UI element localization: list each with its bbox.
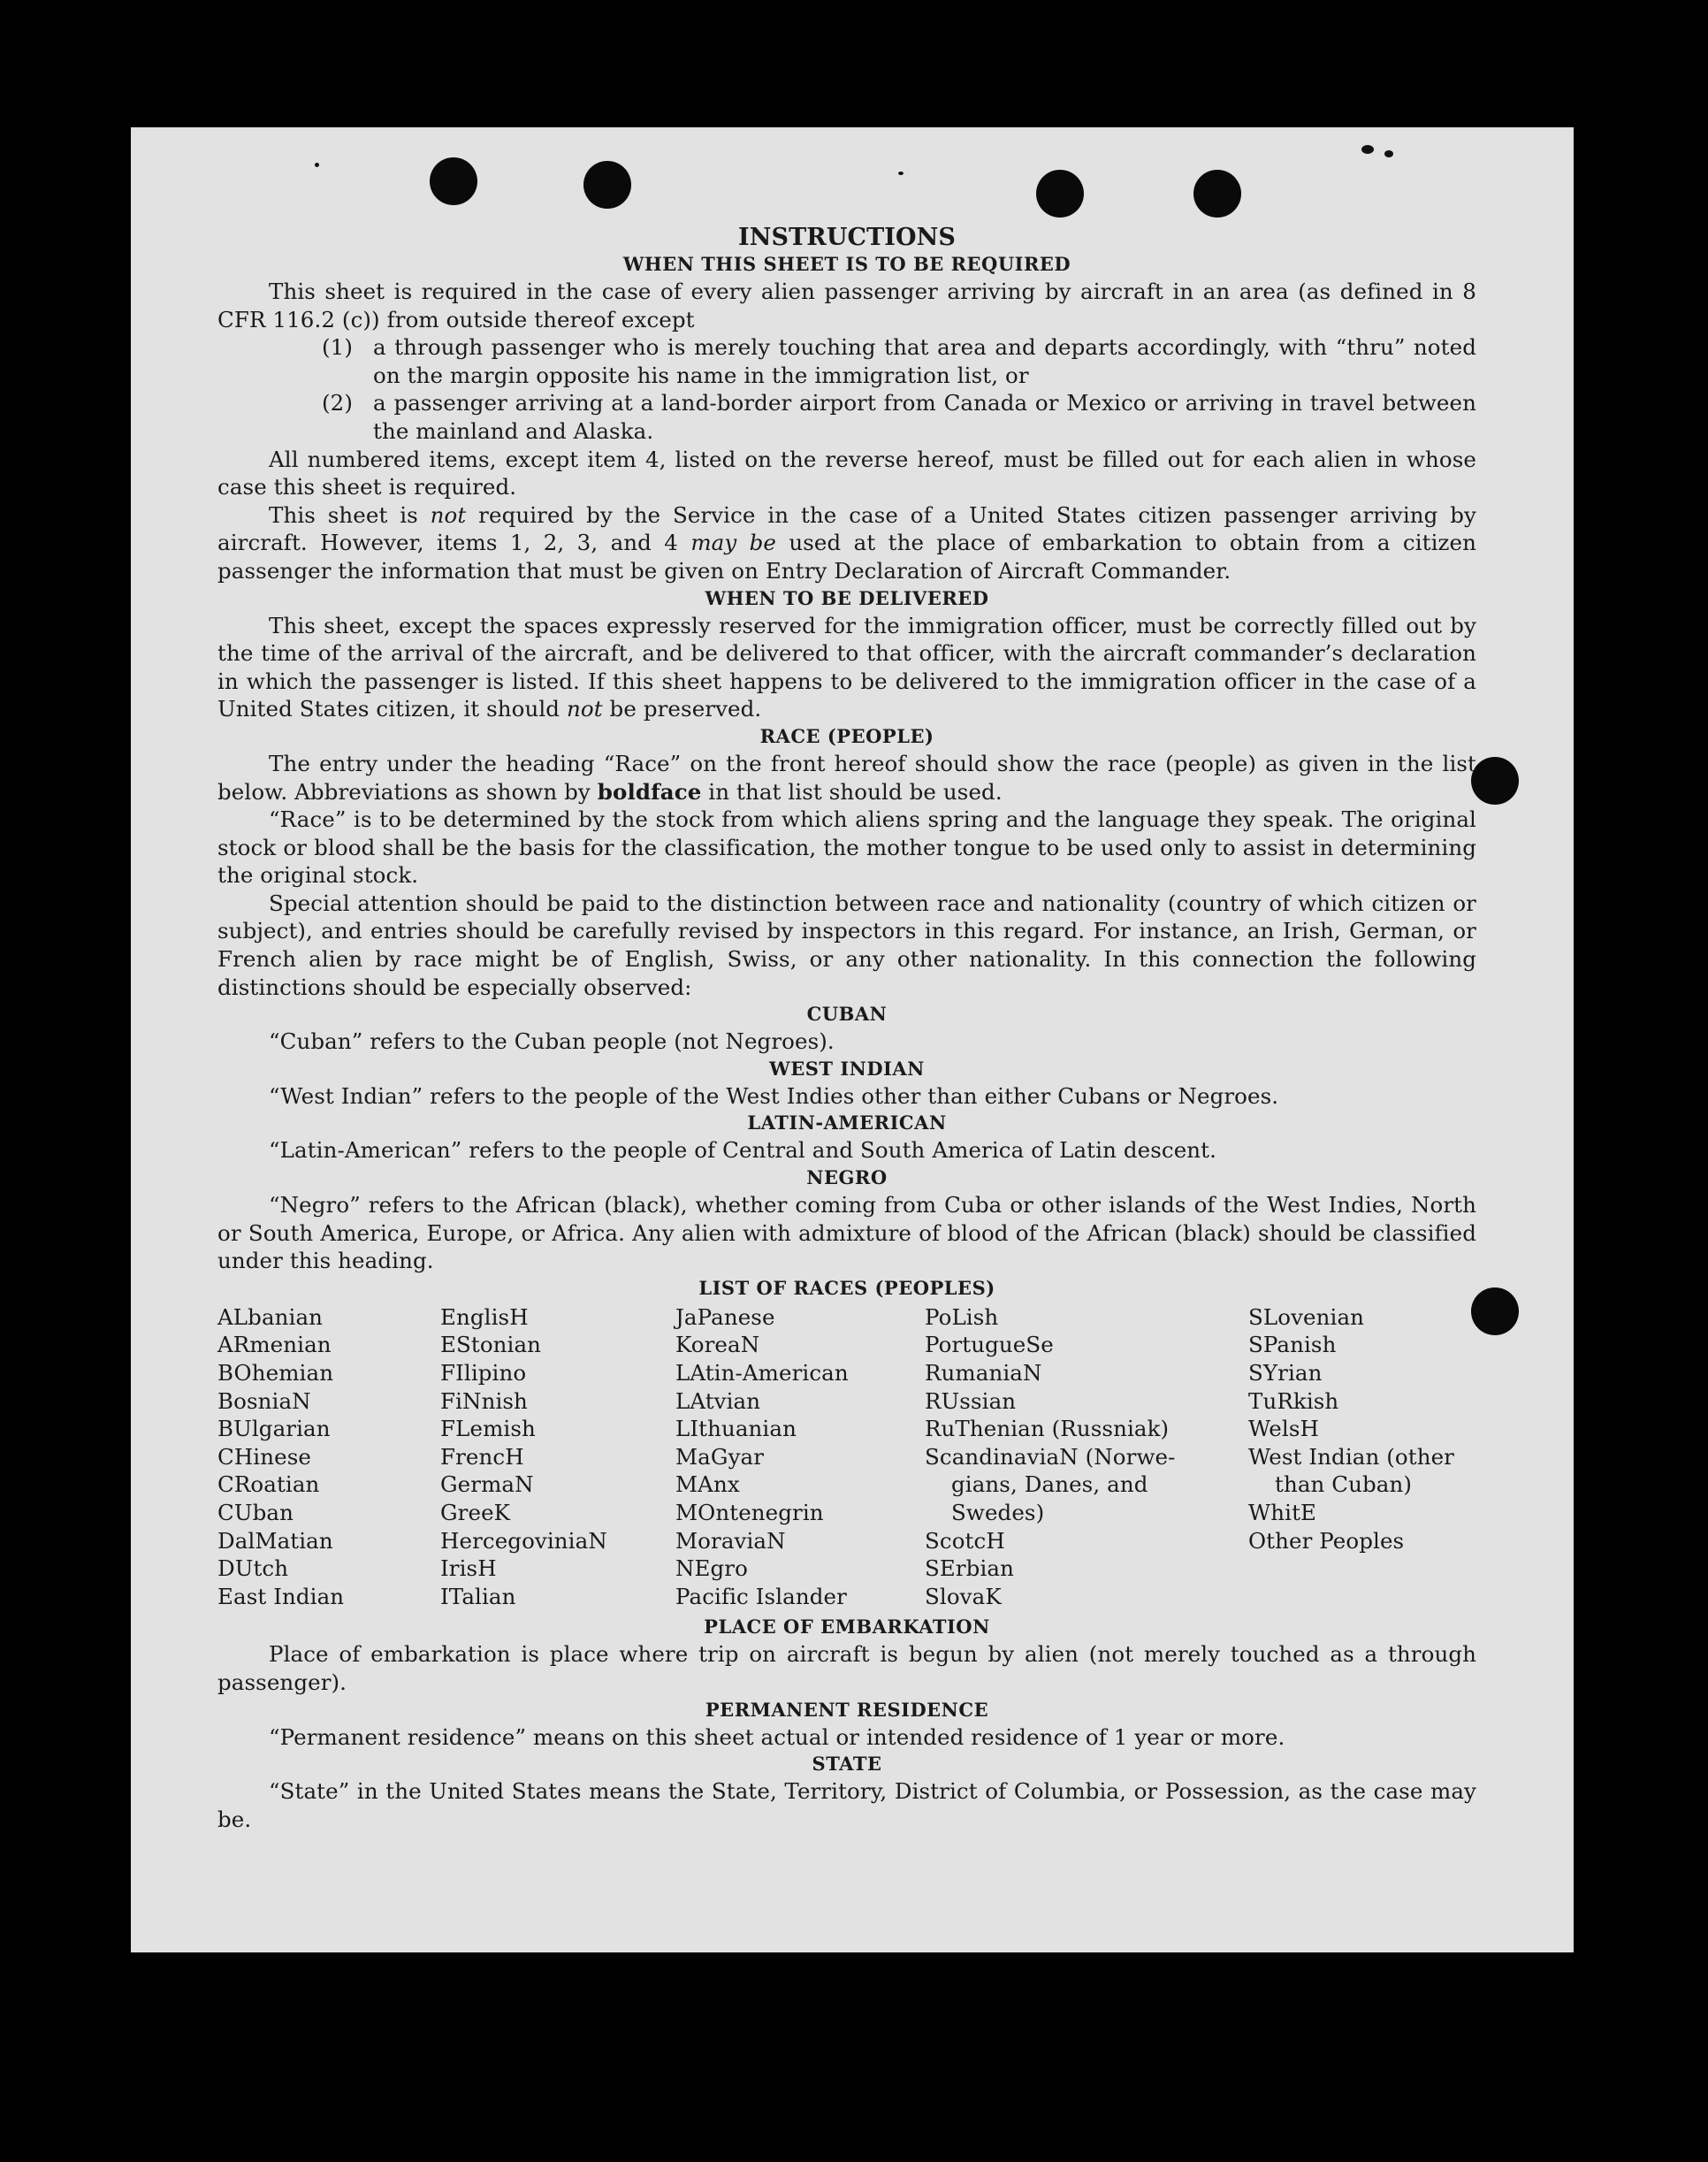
speck-mark xyxy=(1384,150,1393,157)
list-item xyxy=(322,389,1476,445)
section-heading-cuban: CUBAN xyxy=(806,1003,888,1026)
race-entry: IrisH xyxy=(440,1555,497,1582)
punch-hole xyxy=(583,161,631,209)
race-entry: Other Peoples xyxy=(1248,1527,1405,1554)
speck-mark xyxy=(315,163,319,167)
punch-hole xyxy=(430,157,477,205)
race-entry: SYrian xyxy=(1248,1360,1323,1386)
race-entry: East Indian xyxy=(217,1583,345,1609)
paragraph: This sheet is required in the case of every alien passenger arriving by aircraft in an area (as defined in 8 CFR 116.2 (c)) from outside thereof except xyxy=(217,279,1476,332)
race-entry: CHinese xyxy=(217,1443,311,1470)
list-item xyxy=(322,333,1476,389)
race-entry: SPanish xyxy=(1248,1332,1337,1358)
race-entry: ScandinaviaN (Norwe- xyxy=(925,1443,1176,1470)
race-entry: ITalian xyxy=(440,1583,516,1609)
paragraph: The entry under the heading “Race” on the front hereof should show the race (people) as given in the list below. Abbreviations as shown by boldface in that list should be used. xyxy=(217,750,1476,805)
race-entry: RuThenian (Russniak) xyxy=(925,1416,1170,1442)
race-entry: HercegoviniaN xyxy=(440,1527,607,1554)
race-entry: DalMatian xyxy=(217,1527,333,1554)
section-heading-state: STATE xyxy=(812,1753,882,1776)
section-heading-latin-american: LATIN-AMERICAN xyxy=(747,1112,947,1134)
section-heading-list-of-races: LIST OF RACES (PEOPLES) xyxy=(698,1276,995,1299)
item-number: (2) xyxy=(322,390,354,416)
punch-hole xyxy=(1036,170,1084,218)
section-heading-race: RACE (PEOPLE) xyxy=(759,724,934,747)
punch-hole xyxy=(1471,1287,1519,1335)
section-heading-place-of-embarkation: PLACE OF EMBARKATION xyxy=(704,1616,990,1639)
race-entry: gians, Danes, and xyxy=(951,1471,1148,1498)
race-entry: CUban xyxy=(217,1499,294,1525)
page-title: INSTRUCTIONS xyxy=(738,224,956,251)
section-heading-when-required: WHEN THIS SHEET IS TO BE REQUIRED xyxy=(622,253,1071,275)
race-entry: SlovaK xyxy=(925,1583,1002,1609)
paragraph: “Negro” refers to the African (black), whether coming from Cuba or other islands of the West Indies, North or South America, Europe, or Africa. Any alien with admixture of blood of the African (black) should be classified under this heading. xyxy=(217,1192,1476,1274)
race-entry: FIlipino xyxy=(440,1360,527,1386)
section-heading-permanent-residence: PERMANENT RESIDENCE xyxy=(705,1698,989,1721)
race-entry: Pacific Islander xyxy=(675,1583,847,1609)
paragraph: This sheet is not required by the Service in the case of a United States citizen passenger arriving by aircraft. However, items 1, 2, 3, and 4 may be used at the place of embarkation to obtain from a citizen passenger the information that must be given on Entry Declaration of Aircraft Commander. xyxy=(217,501,1476,584)
race-entry: BUlgarian xyxy=(217,1416,331,1442)
race-column xyxy=(217,1303,440,1611)
item-text: a passenger arriving at a land-border airport from Canada or Mexico or arriving in travel between the mainland and Alaska. xyxy=(373,390,1476,444)
race-column xyxy=(440,1303,675,1611)
item-text: a through passenger who is merely touching that area and departs accordingly, with “thru” noted on the margin opposite his name in the immigration list, or xyxy=(373,334,1476,388)
paragraph: All numbered items, except item 4, listed on the reverse hereof, must be filled out for each alien in whose case this sheet is required. xyxy=(217,446,1476,500)
document-sheet xyxy=(131,127,1574,1952)
race-entry: ScotcH xyxy=(925,1527,1005,1554)
race-entry: PoLish xyxy=(925,1303,999,1330)
race-entry: than Cuban) xyxy=(1275,1471,1413,1498)
race-entry: LAtin-American xyxy=(675,1360,849,1386)
punch-hole xyxy=(1193,170,1241,218)
race-entry: WhitE xyxy=(1248,1499,1317,1525)
race-entry: PortugueSe xyxy=(925,1332,1054,1358)
race-entry: GreeK xyxy=(440,1499,511,1525)
race-entry: WelsH xyxy=(1248,1416,1319,1442)
race-entry: LAtvian xyxy=(675,1387,761,1414)
race-entry: BosniaN xyxy=(217,1387,311,1414)
speck-mark xyxy=(898,172,904,175)
paragraph: “Latin-American” refers to the people of Central and South America of Latin descent. xyxy=(269,1137,1217,1164)
race-entry: MoraviaN xyxy=(675,1527,786,1554)
paragraph: “Permanent residence” means on this sheet actual or intended residence of 1 year or more. xyxy=(269,1723,1285,1750)
race-entry: DUtch xyxy=(217,1555,289,1582)
race-entry: GermaN xyxy=(440,1471,534,1498)
race-entry: Swedes) xyxy=(951,1499,1045,1525)
race-entry: EnglisH xyxy=(440,1303,529,1330)
race-entry: West Indian (other xyxy=(1248,1443,1454,1470)
race-entry: CRoatian xyxy=(217,1471,320,1498)
race-entry: MaGyar xyxy=(675,1443,765,1470)
race-entry: LIthuanian xyxy=(675,1416,797,1442)
instructions-body xyxy=(217,225,1476,1833)
punch-hole xyxy=(1471,757,1519,805)
section-heading-when-delivered: WHEN TO BE DELIVERED xyxy=(705,586,989,609)
paragraph: “West Indian” refers to the people of the West Indies other than either Cubans or Negroes. xyxy=(269,1082,1279,1109)
race-column xyxy=(925,1303,1248,1611)
paragraph: “Cuban” refers to the Cuban people (not Negroes). xyxy=(269,1028,835,1055)
race-entry: FrencH xyxy=(440,1443,524,1470)
paragraph: “State” in the United States means the State, Territory, District of Columbia, or Possession, as the case may be. xyxy=(217,1778,1476,1832)
race-entry: MOntenegrin xyxy=(675,1499,824,1525)
race-list-table xyxy=(217,1303,1476,1611)
speck-mark xyxy=(1361,145,1374,154)
section-heading-west-indian: WEST INDIAN xyxy=(769,1057,925,1080)
race-column xyxy=(675,1303,925,1611)
paragraph: “Race” is to be determined by the stock from which aliens spring and the language they speak. The original stock or blood shall be the basis for the classification, the mother tongue to be used only to assist in determining the original stock. xyxy=(217,806,1476,889)
section-heading-negro: NEGRO xyxy=(806,1166,888,1189)
race-entry: RumaniaN xyxy=(925,1360,1042,1386)
race-entry: EStonian xyxy=(440,1332,542,1358)
race-entry: ALbanian xyxy=(217,1303,324,1330)
race-entry: NEgro xyxy=(675,1555,748,1582)
race-column xyxy=(1248,1303,1476,1611)
race-entry: SErbian xyxy=(925,1555,1014,1582)
paragraph: Special attention should be paid to the distinction between race and nationality (country of which citizen or subject), and entries should be carefully revised by inspectors in this regard. For instance, an Irish, German, or French alien by race might be of English, Swiss, or any other nationality. In this connection the following distinctions should be especially observed: xyxy=(217,890,1476,1000)
item-number: (1) xyxy=(322,334,354,361)
race-entry: SLovenian xyxy=(1248,1303,1365,1330)
race-entry: JaPanese xyxy=(675,1303,775,1330)
race-entry: FLemish xyxy=(440,1416,536,1442)
paragraph: This sheet, except the spaces expressly reserved for the immigration officer, must be correctly filled out by the time of the arrival of the aircraft, and be delivered to that officer, with the aircraft commander’s declaration in which the passenger is listed. If this sheet happens to be delivered to the immigration officer in the case of a United States citizen, it should not be preserved. xyxy=(217,612,1476,722)
race-entry: KoreaN xyxy=(675,1332,760,1358)
race-entry: TuRkish xyxy=(1248,1387,1339,1414)
paragraph: Place of embarkation is place where trip on aircraft is begun by alien (not merely touched as a through passenger). xyxy=(217,1641,1476,1695)
race-entry: ARmenian xyxy=(217,1332,332,1358)
race-entry: MAnx xyxy=(675,1471,740,1498)
race-entry: BOhemian xyxy=(217,1360,334,1386)
race-entry: FiNnish xyxy=(440,1387,528,1414)
race-entry: RUssian xyxy=(925,1387,1017,1414)
